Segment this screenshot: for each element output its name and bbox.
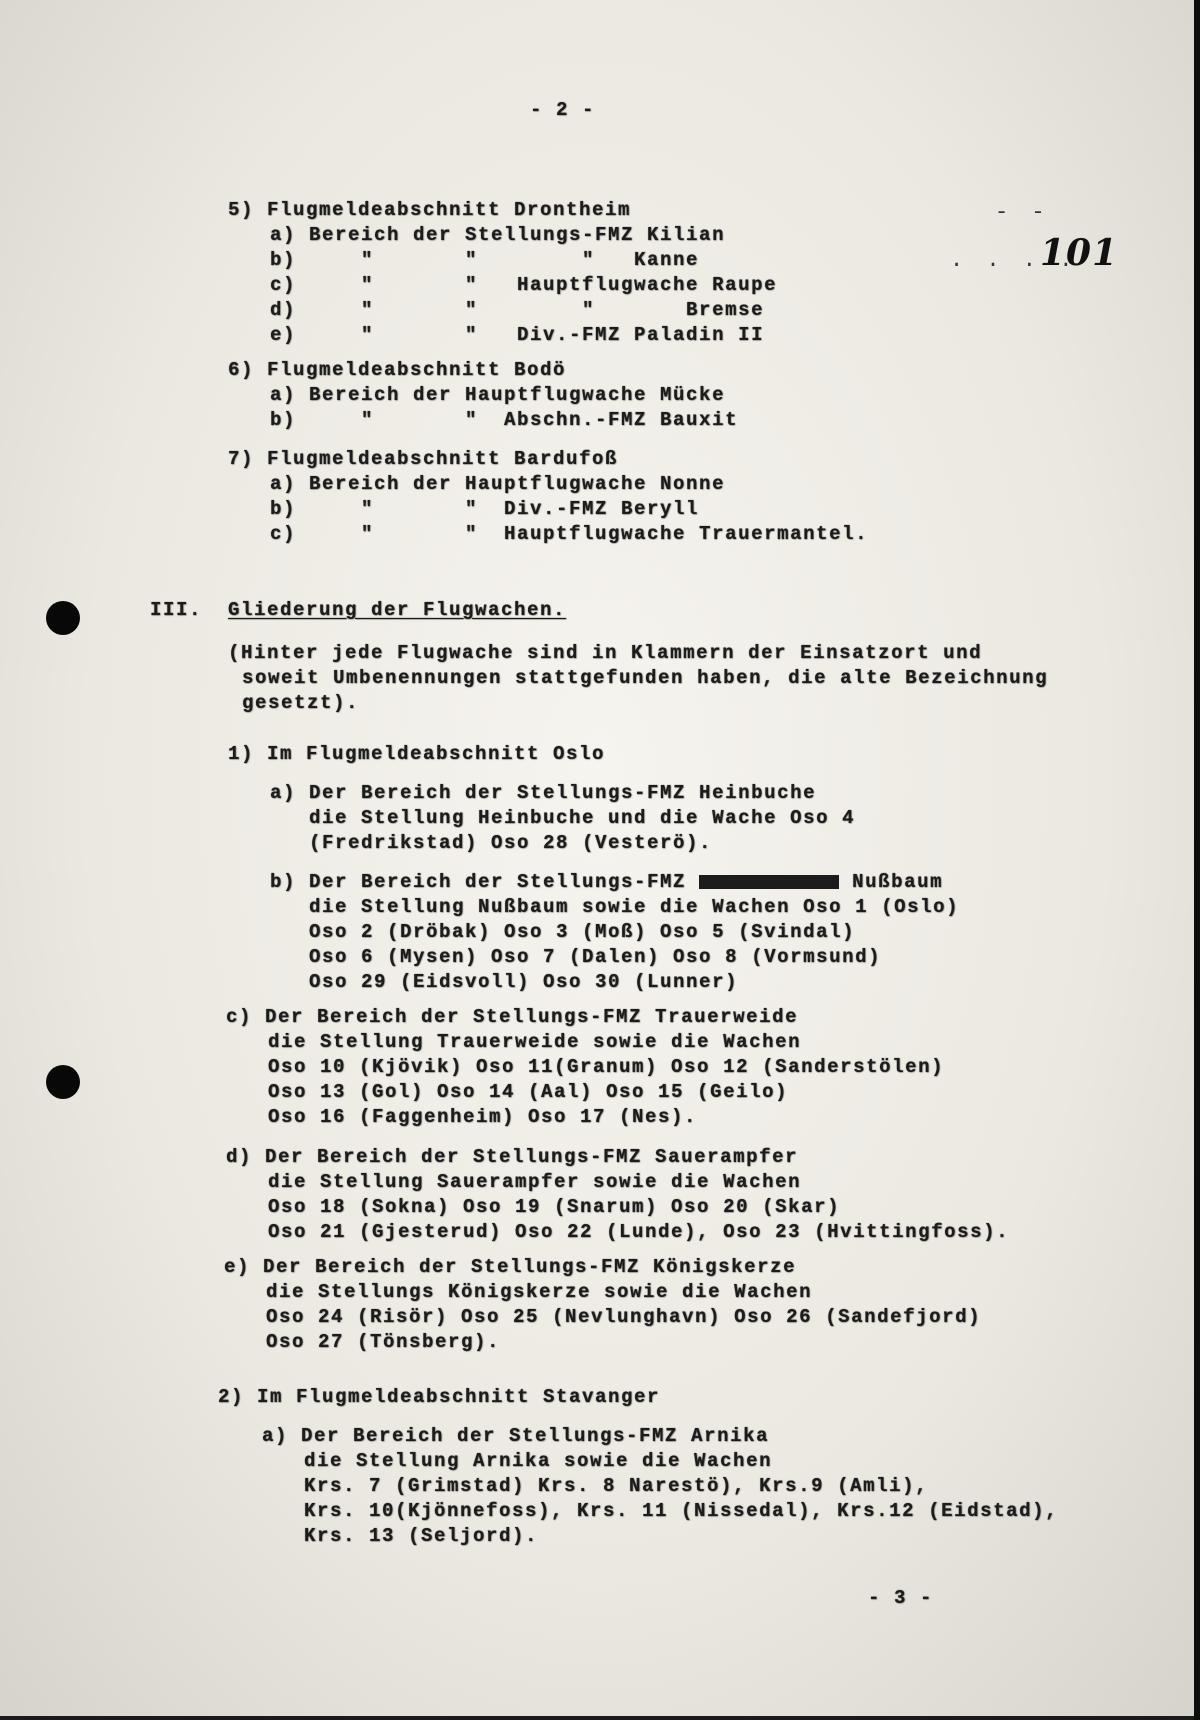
stavanger-a-line-2: die Stellung Arnika sowie die Wachen xyxy=(304,1450,773,1472)
oslo-c-line-5: Oso 16 (Faggenheim) Oso 17 (Nes). xyxy=(268,1106,698,1128)
stavanger-a-line-3: Krs. 7 (Grimstad) Krs. 8 Narestö), Krs.9 (Amli), xyxy=(304,1475,929,1497)
oslo-b-line-5: Oso 29 (Eidsvoll) Oso 30 (Lunner) xyxy=(270,971,739,993)
section-5-line-e: e) " " Div.-FMZ Paladin II xyxy=(270,324,765,346)
oslo-e-line-4: Oso 27 (Tönsberg). xyxy=(266,1331,501,1353)
oslo-b-line-3: Oso 2 (Dröbak) Oso 3 (Moß) Oso 5 (Svindal) xyxy=(270,921,856,943)
section-6-line-a: a) Bereich der Hauptflugwache Mücke xyxy=(270,384,726,406)
oslo-b-line-4: Oso 6 (Mysen) Oso 7 (Dalen) Oso 8 (Vormsund) xyxy=(270,946,882,968)
section-5-line-b: b) " " " Kanne xyxy=(270,249,700,271)
stavanger-a-line-5: Krs. 13 (Seljord). xyxy=(304,1525,539,1547)
oslo-d-line-1: d) Der Bereich der Stellungs-FMZ Sauerampfer xyxy=(226,1146,799,1168)
section-5-line-d: d) " " " Bremse xyxy=(270,299,765,321)
page-number-top: - 2 - xyxy=(530,99,596,121)
oslo-e-line-3: Oso 24 (Risör) Oso 25 (Nevlunghavn) Oso 26 (Sandefjord) xyxy=(266,1306,982,1328)
part-3-intro-line-1: (Hinter jede Flugwache sind in Klammern der Einsatzort und xyxy=(228,642,983,664)
section-6-header: 6) Flugmeldeabschnitt Bodö xyxy=(228,359,567,381)
section-5-line-a: a) Bereich der Stellungs-FMZ Kilian xyxy=(270,224,726,246)
oslo-e-line-2: die Stellungs Königskerze sowie die Wachen xyxy=(266,1281,813,1303)
part-3-intro-line-3: gesetzt). xyxy=(242,692,360,714)
section-5-line-c: c) " " Hauptflugwache Raupe xyxy=(270,274,778,296)
stavanger-a-line-1: a) Der Bereich der Stellungs-FMZ Arnika xyxy=(262,1425,770,1447)
oslo-a-line-1: a) Der Bereich der Stellungs-FMZ Heinbuche xyxy=(270,782,817,804)
punch-hole-upper xyxy=(46,601,80,635)
punch-hole-lower xyxy=(46,1065,80,1099)
section-7-line-b: b) " " Div.-FMZ Beryll xyxy=(270,498,700,520)
oslo-b-line-1-pre: b) Der Bereich der Stellungs-FMZ xyxy=(270,871,700,893)
oslo-b-line-1 xyxy=(270,870,943,894)
oslo-d-line-2: die Stellung Sauerampfer sowie die Wachen xyxy=(268,1171,802,1193)
oslo-d-line-3: Oso 18 (Sokna) Oso 19 (Snarum) Oso 20 (Skar) xyxy=(268,1196,841,1218)
oslo-c-line-2: die Stellung Trauerweide sowie die Wachen xyxy=(268,1031,802,1053)
section-7-line-c: c) " " Hauptflugwache Trauermantel. xyxy=(270,523,869,545)
archive-dots: . . . . xyxy=(950,248,1078,273)
oslo-b-line-1-post: Nußbaum xyxy=(839,871,944,893)
scan-edge xyxy=(1194,0,1200,1720)
oslo-a-line-3: (Fredrikstad) Oso 28 (Vesterö). xyxy=(270,832,713,854)
stavanger-a-line-4: Krs. 10(Kjönnefoss), Krs. 11 (Nissedal), Krs.12 (Eidstad), xyxy=(304,1500,1059,1522)
oslo-header: 1) Im Flugmeldeabschnitt Oslo xyxy=(228,743,606,765)
archive-marks: - - xyxy=(995,200,1050,225)
oslo-b-line-2: die Stellung Nußbaum sowie die Wachen Oso 1 (Oslo) xyxy=(270,896,960,918)
oslo-a-line-2: die Stellung Heinbuche und die Wache Oso 4 xyxy=(270,807,856,829)
oslo-c-line-3: Oso 10 (Kjövik) Oso 11(Granum) Oso 12 (Sanderstölen) xyxy=(268,1056,945,1078)
oslo-c-line-4: Oso 13 (Gol) Oso 14 (Aal) Oso 15 (Geilo) xyxy=(268,1081,789,1103)
part-3-numeral: III. xyxy=(150,599,203,621)
struck-out-word xyxy=(699,875,839,889)
oslo-d-line-4: Oso 21 (Gjesterud) Oso 22 (Lunde), Oso 23 (Hvittingfoss). xyxy=(268,1221,1010,1243)
stavanger-header: 2) Im Flugmeldeabschnitt Stavanger xyxy=(218,1386,661,1408)
oslo-c-line-1: c) Der Bereich der Stellungs-FMZ Trauerweide xyxy=(226,1006,799,1028)
oslo-e-line-1: e) Der Bereich der Stellungs-FMZ Königskerze xyxy=(224,1256,797,1278)
archive-number: 101 xyxy=(1040,232,1119,274)
section-7-line-a: a) Bereich der Hauptflugwache Nonne xyxy=(270,473,726,495)
part-3-intro-line-2: soweit Umbenennungen stattgefunden haben, die alte Bezeichnung xyxy=(242,667,1049,689)
page-number-bottom: - 3 - xyxy=(868,1587,934,1609)
section-7-header: 7) Flugmeldeabschnitt Bardufoß xyxy=(228,448,619,470)
section-5-header: 5) Flugmeldeabschnitt Drontheim xyxy=(228,199,632,221)
part-3-title: Gliederung der Flugwachen. xyxy=(228,599,567,621)
section-6-line-b: b) " " Abschn.-FMZ Bauxit xyxy=(270,409,739,431)
